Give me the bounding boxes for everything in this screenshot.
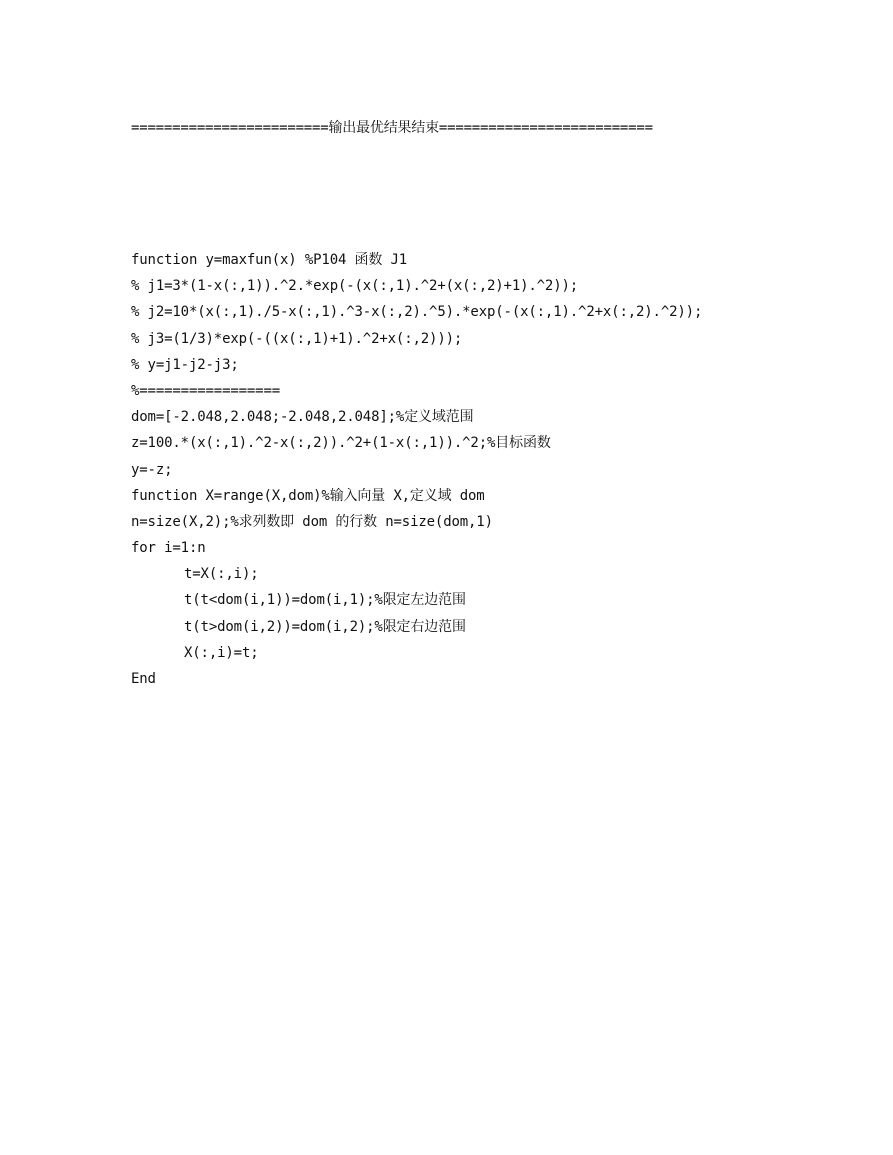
code-line: y=-z;	[131, 461, 173, 478]
code-line: t=X(:,i);	[184, 566, 259, 583]
code-line: function X=range(X,dom)%输入向量 X,定义域 dom	[131, 487, 485, 504]
code-line: % j1=3*(1-x(:,1)).^2.*exp(-(x(:,1).^2+(x(:,2)+1).^2));	[131, 278, 579, 295]
code-line: t(t<dom(i,1))=dom(i,1);%限定左边范围	[184, 592, 466, 609]
code-line: n=size(X,2);%求列数即 dom 的行数 n=size(dom,1)	[131, 513, 493, 530]
code-block	[131, 249, 851, 694]
code-line: X(:,i)=t;	[184, 644, 259, 661]
code-line: %=================	[131, 382, 281, 399]
code-line: % j2=10*(x(:,1)./5-x(:,1).^3-x(:,2).^5).*exp(-(x(:,1).^2+x(:,2).^2));	[131, 304, 703, 321]
code-line: % j3=(1/3)*exp(-((x(:,1)+1).^2+x(:,2)));	[131, 330, 463, 347]
code-line: End	[131, 671, 156, 687]
section-separator-line: ========================输出最优结果结束==========================	[131, 120, 653, 136]
code-line: % y=j1-j2-j3;	[131, 356, 239, 373]
code-line: z=100.*(x(:,1).^2-x(:,2)).^2+(1-x(:,1)).^2;%目标函数	[131, 435, 551, 452]
code-line: dom=[-2.048,2.048;-2.048,2.048];%定义域范围	[131, 409, 474, 426]
code-line: t(t>dom(i,2))=dom(i,2);%限定右边范围	[184, 618, 466, 635]
code-line: for i=1:n	[131, 540, 206, 557]
code-line: function y=maxfun(x) %P104 函数 J1	[131, 252, 408, 268]
